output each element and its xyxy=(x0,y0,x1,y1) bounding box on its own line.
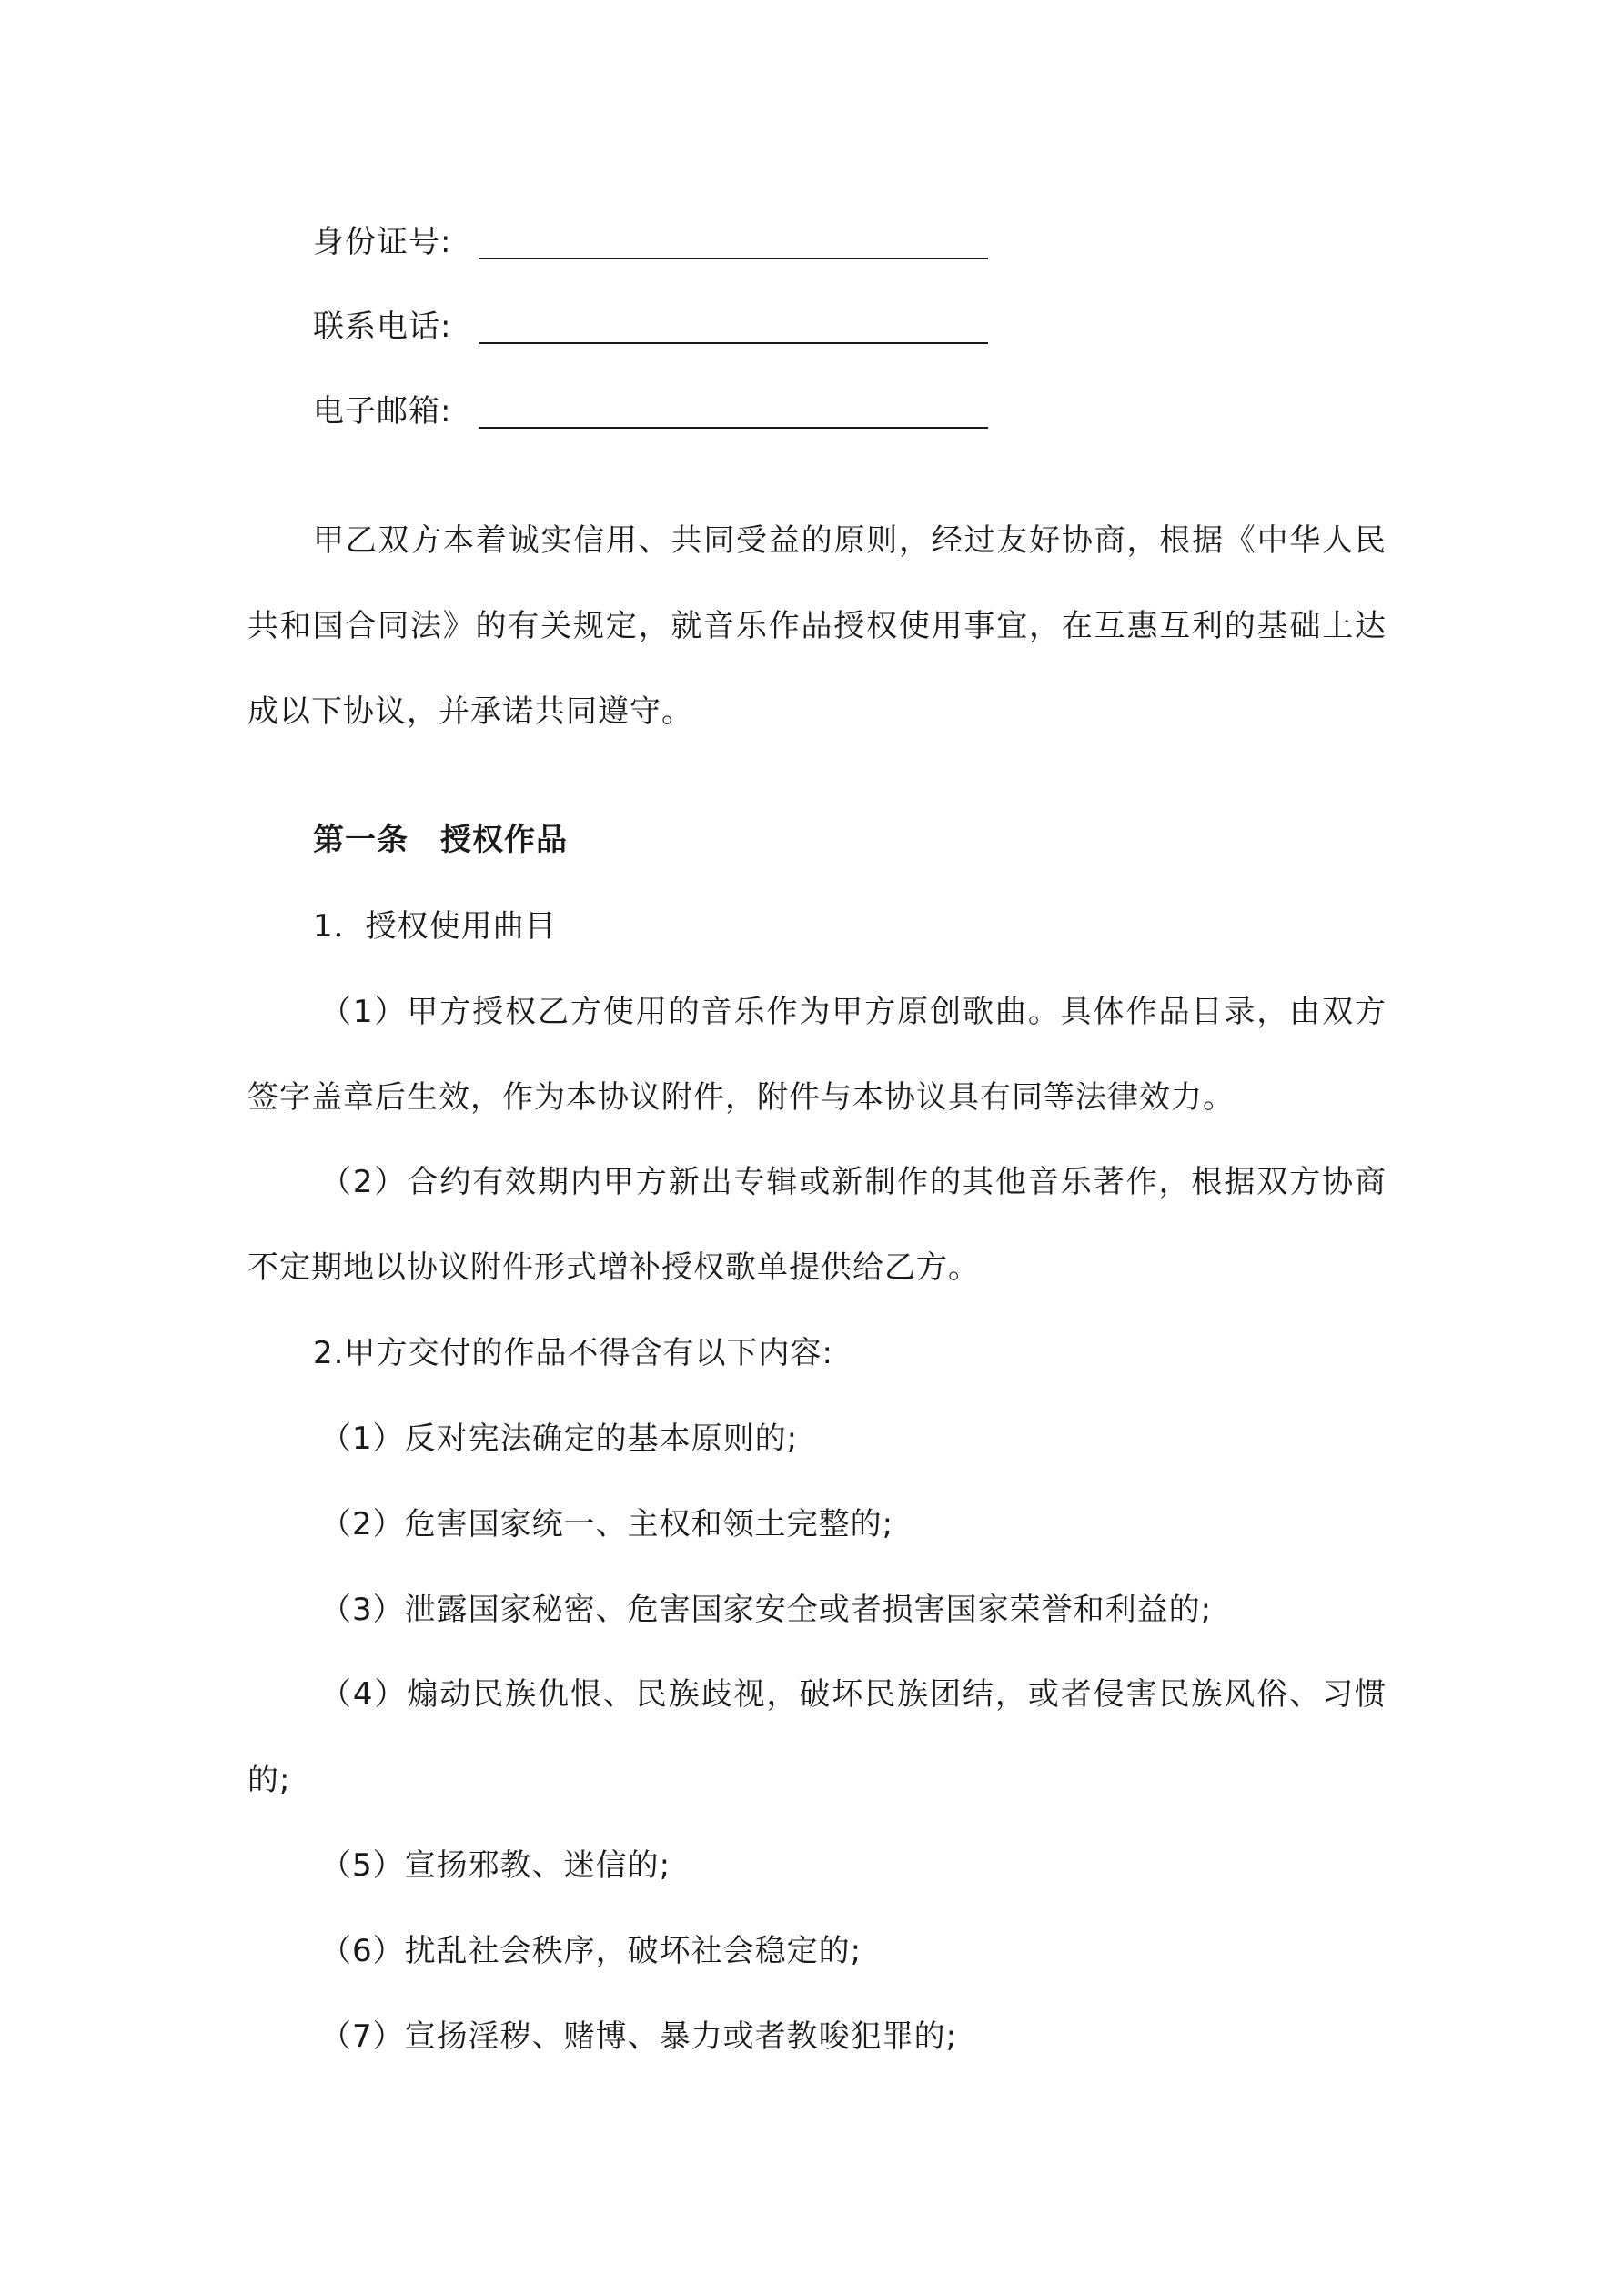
item-1-2-line-2: 不定期地以协议附件形式增补授权歌单提供给乙方。 xyxy=(247,1249,980,1286)
prohibited-item: （6）扰乱社会秩序，破坏社会稳定的; xyxy=(320,1933,862,1969)
item-1-1-line-2: 签字盖章后生效，作为本协议附件，附件与本协议具有同等法律效力。 xyxy=(247,1079,1235,1116)
prohibited-item-continuation: 的; xyxy=(247,1762,291,1798)
item-1-title: 1．授权使用曲目 xyxy=(313,908,557,945)
item-1-2-line-1: （2）合约有效期内甲方新出专辑或新制作的其他音乐著作，根据双方协商 xyxy=(320,1164,1387,1200)
intro-line-3: 成以下协议，并承诺共同遵守。 xyxy=(247,693,693,730)
intro-line-2: 共和国合同法》的有关规定，就音乐作品授权使用事宜，在互惠互利的基础上达 xyxy=(247,608,1387,644)
article-1-heading: 第一条 授权作品 xyxy=(313,822,568,858)
email-label: 电子邮箱: xyxy=(313,393,452,430)
prohibited-item: （4）煽动民族仇恨、民族歧视，破坏民族团结，或者侵害民族风俗、习惯 xyxy=(320,1676,1387,1713)
phone-label: 联系电话: xyxy=(313,308,452,345)
prohibited-item: （3）泄露国家秘密、危害国家安全或者损害国家荣誉和利益的; xyxy=(320,1592,1213,1628)
email-field[interactable] xyxy=(479,427,988,429)
prohibited-item: （2）危害国家统一、主权和领土完整的; xyxy=(320,1506,894,1542)
id-number-field[interactable] xyxy=(479,258,988,259)
item-1-1-line-1: （1）甲方授权乙方使用的音乐作为甲方原创歌曲。具体作品目录，由双方 xyxy=(320,994,1387,1030)
id-number-label: 身份证号: xyxy=(313,224,452,260)
prohibited-item: （1）反对宪法确定的基本原则的; xyxy=(320,1421,799,1457)
prohibited-item: （5）宣扬邪教、迷信的; xyxy=(320,1847,671,1884)
intro-line-1: 甲乙双方本着诚实信用、共同受益的原则，经过友好协商，根据《中华人民 xyxy=(313,522,1387,559)
prohibited-item: （7）宣扬淫秽、赌博、暴力或者教唆犯罪的; xyxy=(320,2018,958,2055)
item-2-title: 2.甲方交付的作品不得含有以下内容: xyxy=(313,1335,833,1371)
phone-field[interactable] xyxy=(479,342,988,344)
